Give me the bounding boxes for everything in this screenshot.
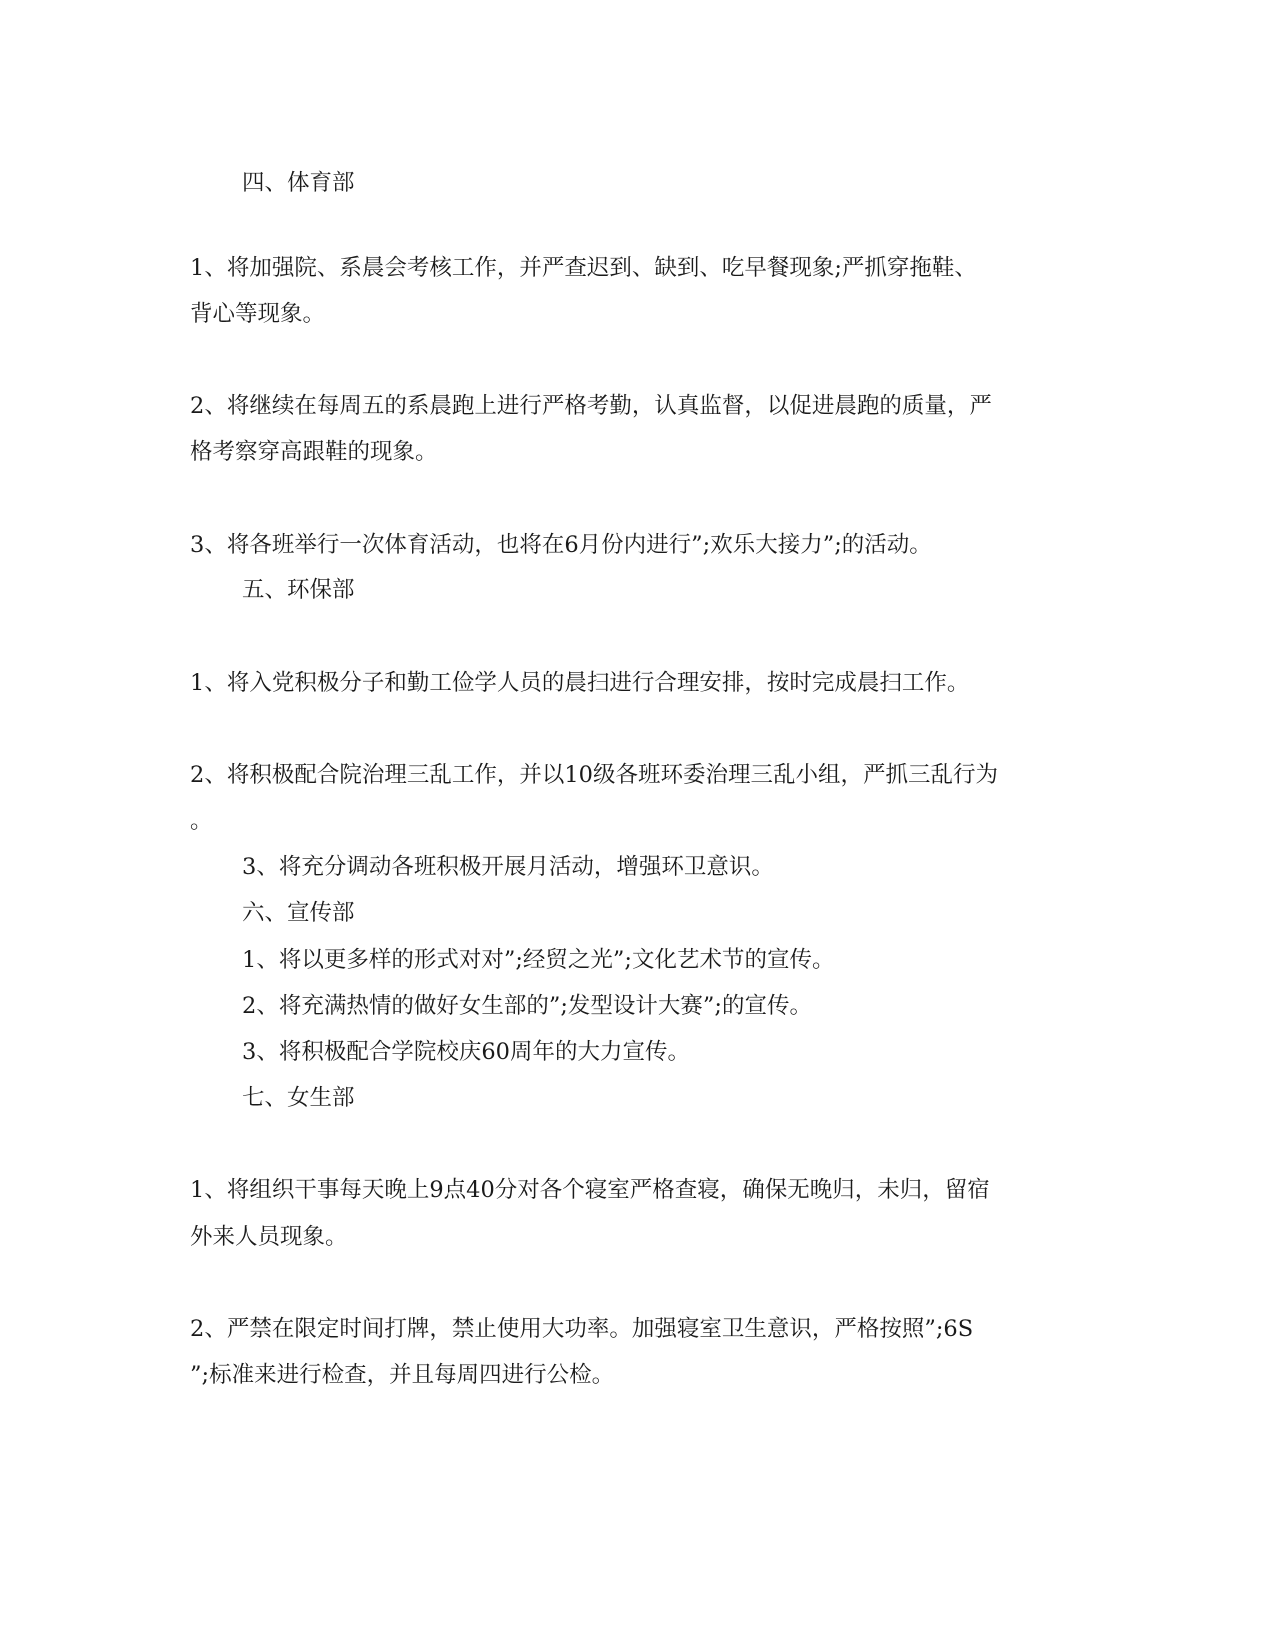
paragraph-line: 1、将组织干事每天晚上9点40分对各个寝室严格查寝，确保无晚归，未归，留宿 — [190, 1177, 990, 1203]
section-heading-female-students: 七、女生部 — [242, 1085, 355, 1111]
paragraph-line: 1、将以更多样的形式对对”;经贸之光”;文化艺术节的宣传。 — [242, 947, 835, 973]
paragraph-line: 2、严禁在限定时间打牌，禁止使用大功率。加强寝室卫生意识，严格按照”;6S — [190, 1316, 974, 1342]
paragraph-line: 外来人员现象。 — [190, 1224, 348, 1250]
section-heading-sports: 四、体育部 — [242, 170, 355, 196]
paragraph-line: 2、将继续在每周五的系晨跑上进行严格考勤，认真监督，以促进晨跑的质量，严 — [190, 393, 992, 419]
paragraph-line: ”;标准来进行检查，并且每周四进行公检。 — [190, 1362, 615, 1388]
section-heading-publicity: 六、宣传部 — [242, 900, 355, 926]
paragraph-line: 1、将入党积极分子和勤工俭学人员的晨扫进行合理安排，按时完成晨扫工作。 — [190, 670, 970, 696]
paragraph-line: 3、将充分调动各班积极开展月活动，增强环卫意识。 — [242, 854, 774, 880]
paragraph-line: 3、将各班举行一次体育活动，也将在6月份内进行”;欢乐大接力”;的活动。 — [190, 532, 932, 558]
paragraph-line: 2、将积极配合院治理三乱工作，并以10级各班环委治理三乱小组，严抓三乱行为 — [190, 762, 998, 788]
paragraph-line: 格考察穿高跟鞋的现象。 — [190, 439, 438, 465]
paragraph-line: 1、将加强院、系晨会考核工作，并严查迟到、缺到、吃早餐现象;严抓穿拖鞋、 — [190, 255, 977, 281]
section-heading-environment: 五、环保部 — [242, 577, 355, 603]
paragraph-line: 。 — [190, 808, 213, 834]
paragraph-line: 背心等现象。 — [190, 301, 326, 327]
paragraph-line: 3、将积极配合学院校庆60周年的大力宣传。 — [242, 1039, 690, 1065]
paragraph-line: 2、将充满热情的做好女生部的”;发型设计大赛”;的宣传。 — [242, 993, 812, 1019]
